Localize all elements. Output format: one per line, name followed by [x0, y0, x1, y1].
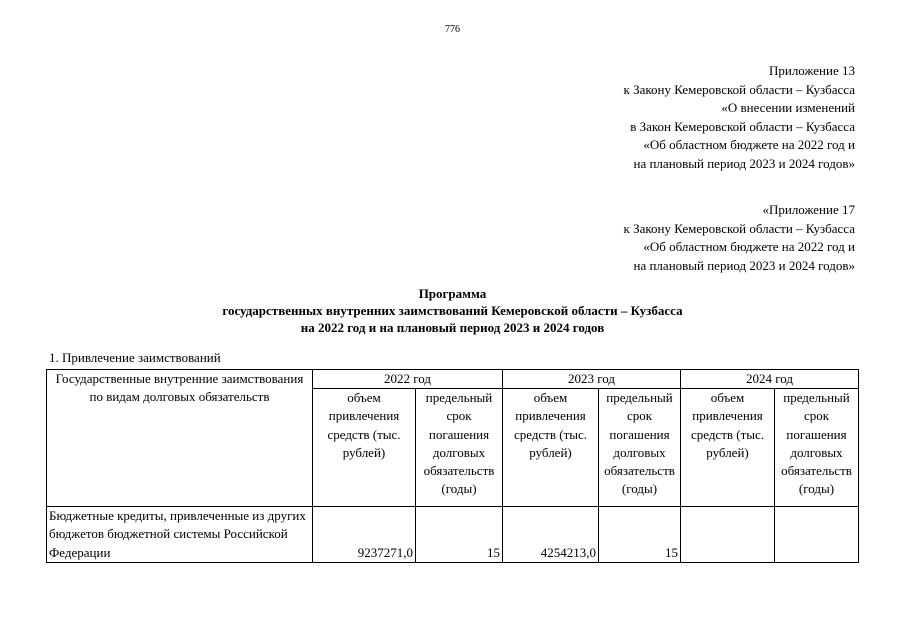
year-header-2024: 2024 год: [681, 370, 859, 389]
subheader-term-2024: предельный срок погашения долговых обязательств (годы): [775, 389, 859, 507]
cell-2023-volume: 4254213,0: [503, 507, 599, 563]
year-header-2023: 2023 год: [503, 370, 681, 389]
subheader-volume-2024: объем привлечения средств (тыс. рублей): [681, 389, 775, 507]
table-row: [47, 507, 859, 563]
appendix-17-line: «Приложение 17: [762, 202, 855, 217]
appendix-13-line: в Закон Кемеровской области – Кузбасса: [630, 118, 855, 134]
subheader-term-2023: предельный срок погашения долговых обязательств (годы): [599, 389, 681, 507]
appendix-17-line: на плановый период 2023 и 2024 годов»: [633, 257, 855, 273]
appendix-13-reference: [624, 62, 856, 174]
section-heading: 1. Привлечение заимствований: [49, 350, 221, 365]
column-header-borrowing-type: Государственные внутренние заимствования по видам долговых обязательств: [47, 370, 313, 507]
cell-2023-term: 15: [599, 507, 681, 563]
appendix-17-line: к Закону Кемеровской области – Кузбасса: [623, 220, 855, 236]
title-line: Программа: [418, 286, 487, 301]
subheader-term-2022: предельный срок погашения долговых обязательств (годы): [416, 389, 503, 507]
subheader-volume-2023: объем привлечения средств (тыс. рублей): [503, 389, 599, 507]
cell-2022-term: 15: [416, 507, 503, 563]
appendix-17-line: «Об областном бюджете на 2022 год и: [643, 239, 855, 255]
page-number: 776: [445, 24, 460, 35]
appendix-17-reference: [624, 201, 856, 275]
document-title: [0, 285, 905, 336]
borrowings-table: [46, 369, 859, 563]
appendix-13-line: «Об областном бюджете на 2022 год и: [643, 137, 855, 153]
cell-2024-volume: [681, 507, 775, 563]
cell-2022-volume: 9237271,0: [313, 507, 416, 563]
subheader-volume-2022: объем привлечения средств (тыс. рублей): [313, 389, 416, 507]
appendix-13-line: к Закону Кемеровской области – Кузбасса: [623, 81, 855, 97]
year-header-2022: 2022 год: [313, 370, 503, 389]
appendix-13-line: на плановый период 2023 и 2024 годов»: [633, 155, 855, 171]
title-line: государственных внутренних заимствований Кемеровской области – Кузбасса: [222, 303, 683, 318]
appendix-13-line: Приложение 13: [768, 63, 855, 78]
row-name: Бюджетные кредиты, привлеченные из других бюджетов бюджетной системы Российской Федерации: [47, 507, 313, 563]
title-line: на 2022 год и на плановый период 2023 и 2024 годов: [300, 320, 605, 335]
appendix-13-line: «О внесении изменений: [721, 100, 855, 116]
table-header-row: [47, 370, 859, 389]
cell-2024-term: [775, 507, 859, 563]
